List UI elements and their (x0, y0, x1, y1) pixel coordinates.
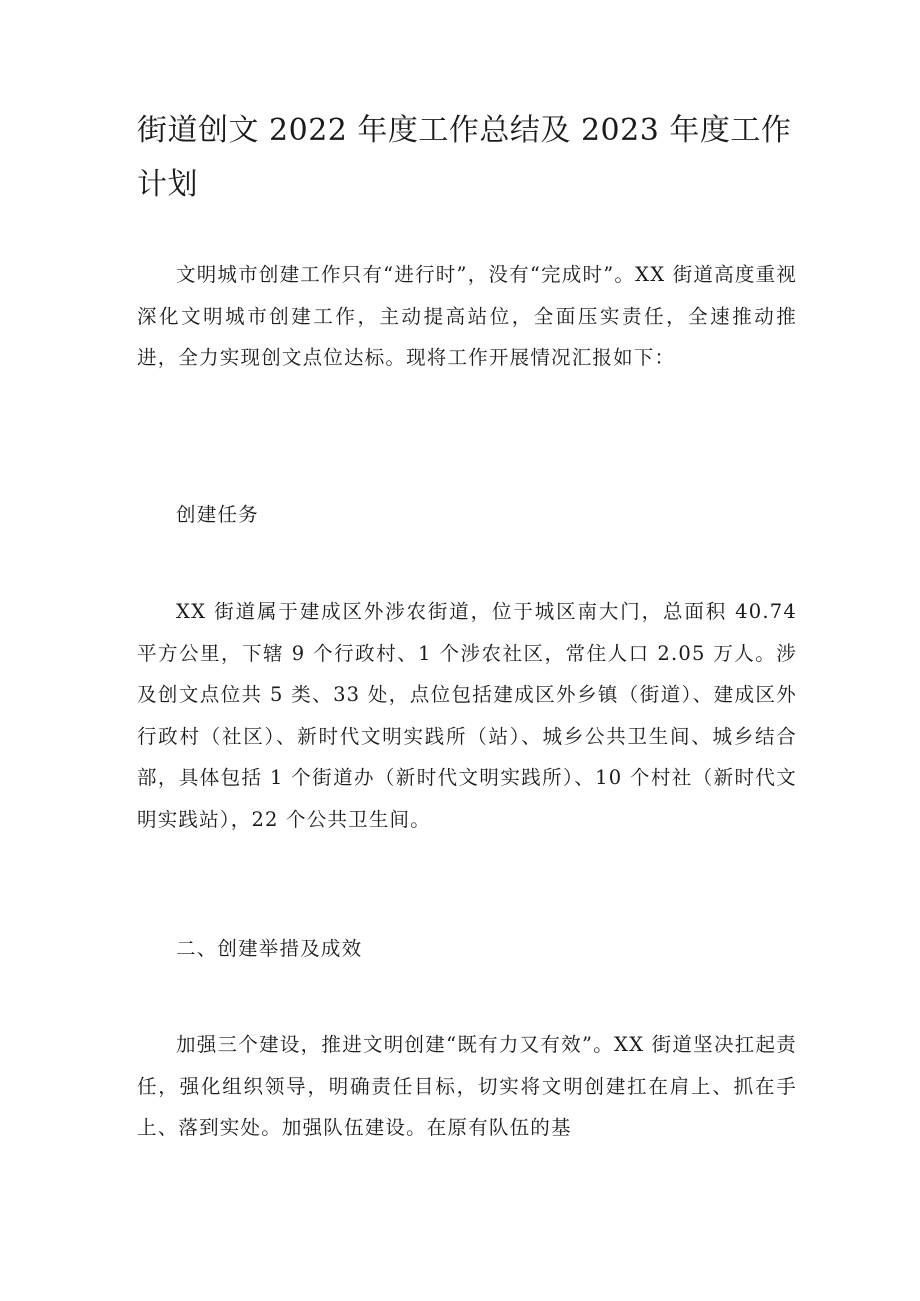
section-heading-measures: 二、创建举措及成效 (176, 937, 363, 960)
measures-paragraph: 加强三个建设，推进文明创建“既有力又有效”。XX 街道坚决扛起责任，强化组织领导，明确责任目标，切实将文明创建扛在肩上、抓在手上、落到实处。加强队伍建设。在原有队伍的基 (137, 1033, 797, 1139)
document-title: 街道创文 2022 年度工作总结及 2023 年度工作计划 (137, 113, 792, 202)
intro-paragraph: 文明城市创建工作只有“进行时”，没有“完成时”。XX 街道高度重视深化文明城市创建工作，主动提高站位，全面压实责任，全速推动推进，全力实现创文点位达标。现将工作开展情况汇报如下： (137, 263, 797, 369)
tasks-paragraph: XX 街道属于建成区外涉农街道，位于城区南大门，总面积 40.74 平方公里，下辖 9 个行政村、1 个涉农社区，常住人口 2.05 万人。涉及创文点位共 5 类、33 处，点位包括建成区外乡镇（街道）、建成区外行政村（社区）、新时代文明实践所（站）、城乡公共卫生间、城乡结合部，具体包括 1 个街道办（新时代文明实践所）、10 个村社（新时代文明实践站），22 个公共卫生间。 (137, 600, 797, 831)
section-heading-tasks: 创建任务 (176, 503, 259, 526)
